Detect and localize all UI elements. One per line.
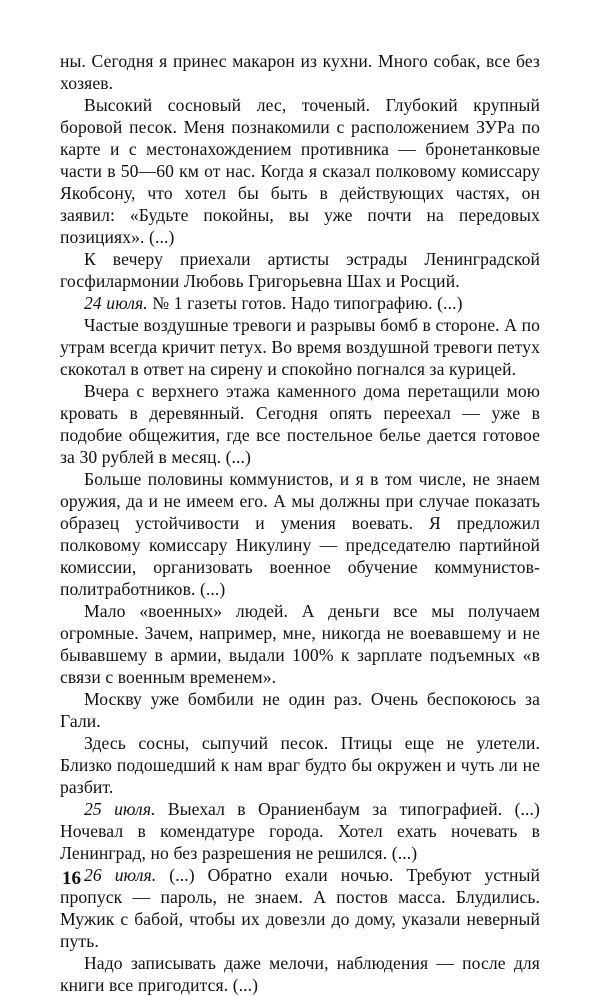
paragraph xyxy=(60,688,540,732)
entry-date: 26 июля. xyxy=(84,865,157,885)
paragraph xyxy=(60,468,540,600)
entry-date: 25 июля. xyxy=(84,799,156,819)
paragraph-text: № 1 газеты готов. Надо типографию. (...) xyxy=(152,293,463,313)
paragraph xyxy=(60,248,540,292)
paragraph-text: Вчера с верхнего этажа каменного дома перетащили мою кровать в деревянный. Сегодня опять переехал — уже в подобие общежития, где все постельное белье дается готовое за 30 рублей в месяц. (...) xyxy=(60,381,540,467)
paragraph-text: Больше половины коммунистов, и я в том числе, не знаем оружия, да и не имеем его. А мы должны при случае показать образец устойчивости и умения воевать. Я предложил полковому комиссару Никулину — председателю партийной комиссии, организовать военное обучение коммунистов-политработников. (...) xyxy=(60,469,540,599)
paragraph xyxy=(60,50,540,94)
paragraph xyxy=(60,600,540,688)
paragraph xyxy=(60,798,540,864)
paragraph-text: Высокий сосновый лес, точеный. Глубокий крупный боровой песок. Меня познакомили с расположением ЗУРа по карте и с местонахождением противника — бронетанковые части в 50—60 км от нас. Когда я сказал полковому комиссару Якобсону, что хотел бы быть в действующих частях, он заявил: «Будьте покойны, вы уже почти на передовых позициях». (...) xyxy=(60,95,540,247)
paragraph-text: (...) Обратно ехали ночью. Требуют устный пропуск — пароль, не знаем. А постов масса. Блудились. Мужик с бабой, чтобы их довезли до дому, указали неверный путь. xyxy=(60,865,541,951)
paragraph-text: ны. Сегодня я принес макарон из кухни. Много собак, все без хозяев. xyxy=(60,51,540,93)
paragraph xyxy=(60,380,540,468)
paragraph-text: Частые воздушные тревоги и разрывы бомб в стороне. А по утрам всегда кричит петух. Во время воздушной тревоги петух скокотал в ответ на сирену и спокойно погнался за курицей. xyxy=(60,315,540,379)
paragraph xyxy=(60,952,540,996)
paragraph xyxy=(60,732,540,798)
paragraph-text: Выехал в Ораниенбаум за типографией. (...) Ночевал в комендатуре города. Хотел ехать ночевать в Ленинград, но без разрешения не решился. (...) xyxy=(60,799,540,863)
paragraph xyxy=(60,94,540,248)
paragraph-text: Надо записывать даже мелочи, наблюдения — после для книги все пригодится. (...) xyxy=(60,953,540,995)
page-text xyxy=(60,50,540,996)
paragraph xyxy=(60,314,540,380)
paragraph xyxy=(60,864,540,952)
page-number: 16 xyxy=(62,868,81,889)
entry-date: 24 июля. xyxy=(84,293,148,313)
paragraph xyxy=(60,292,540,314)
paragraph-text: К вечеру приехали артисты эстрады Ленинградской госфилармонии Любовь Григорьевна Шах и Росций. xyxy=(60,249,540,291)
paragraph-text: Москву уже бомбили не один раз. Очень беспокоюсь за Гали. xyxy=(60,689,540,731)
paragraph-text: Здесь сосны, сыпучий песок. Птицы еще не улетели. Близко подошедший к нам враг будто бы окружен и чуть ли не разбит. xyxy=(60,733,540,797)
paragraph-text: Мало «военных» людей. А деньги все мы получаем огромные. Зачем, например, мне, никогда не воевавшему и не бывавшему в армии, выдали 100% к зарплате подъемных «в связи с военным временем». xyxy=(60,601,540,687)
